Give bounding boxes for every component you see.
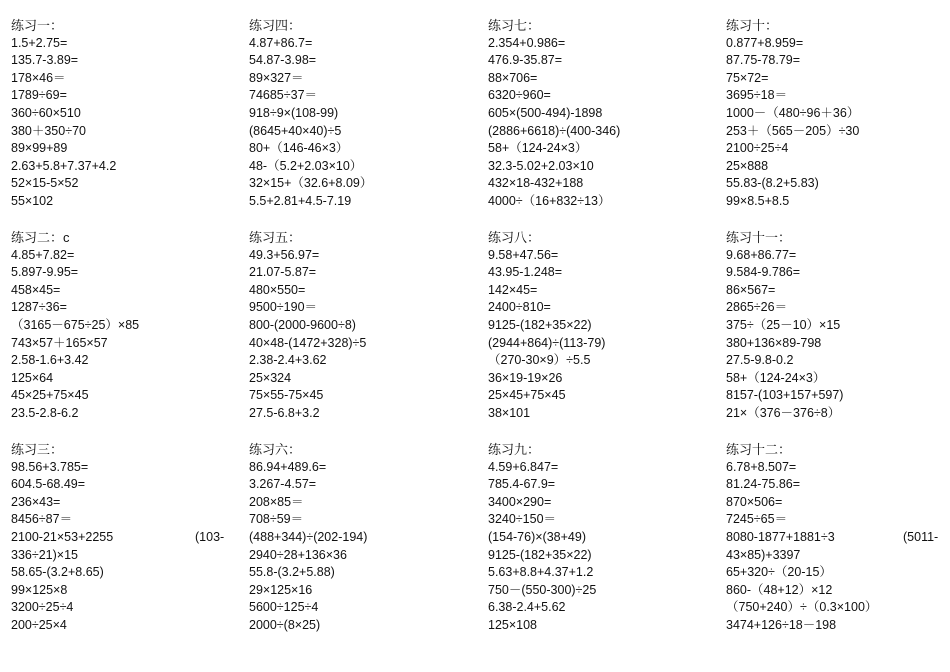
exercise-problem: 236×43= bbox=[11, 494, 61, 509]
exercise-problem: 708÷59＝ bbox=[249, 512, 304, 527]
exercise-problem: 43.95-1.248= bbox=[488, 265, 563, 280]
exercise-problem: 178×46＝ bbox=[11, 70, 66, 85]
exercise-problem: 3240÷150＝ bbox=[488, 512, 557, 527]
exercise-problem: 23.5-2.8-6.2 bbox=[11, 405, 79, 420]
exercise-set bbox=[11, 17, 116, 211]
exercise-problem: 4.87+86.7= bbox=[249, 35, 313, 50]
exercise-problem: 604.5-68.49= bbox=[11, 477, 86, 492]
exercise-problem: 336÷21)×15 bbox=[11, 547, 78, 562]
exercise-problem: 2100-21×53+2255 bbox=[11, 529, 114, 544]
exercise-set bbox=[726, 17, 859, 211]
exercise-problem: 55.83-(8.2+5.83) bbox=[726, 176, 819, 191]
exercise-problem: 27.5-9.8-0.2 bbox=[726, 353, 794, 368]
exercise-set bbox=[488, 441, 596, 635]
exercise-problem: 89×327＝ bbox=[249, 70, 304, 85]
exercise-problem: 5600÷125÷4 bbox=[249, 600, 319, 615]
exercise-problem: 8456÷87＝ bbox=[11, 512, 73, 527]
exercise-problem: (2886+6618)÷(400-346) bbox=[488, 123, 621, 138]
exercise-problem: 81.24-75.86= bbox=[726, 477, 801, 492]
exercise-problem: 380+136×89-798 bbox=[726, 335, 822, 350]
exercise-problem: 800-(2000-9600÷8) bbox=[249, 317, 356, 332]
exercise-set-title: 练习五： bbox=[249, 230, 302, 245]
exercise-problem: 125×64 bbox=[11, 370, 54, 385]
exercise-problem: 98.56+3.785= bbox=[11, 459, 89, 474]
exercise-problem: 7245÷65＝ bbox=[726, 512, 788, 527]
exercise-problem: 375÷（25－10）×15 bbox=[726, 317, 841, 332]
exercise-problem: 25×888 bbox=[726, 158, 769, 173]
exercise-problem: 27.5-6.8+3.2 bbox=[249, 405, 320, 420]
exercise-problem: 86.94+489.6= bbox=[249, 459, 327, 474]
exercise-problem: 5.5+2.81+4.5-7.19 bbox=[249, 193, 352, 208]
exercise-problem: 80+（146-46×3） bbox=[249, 141, 349, 156]
exercise-problem: 3200÷25÷4 bbox=[11, 600, 74, 615]
exercise-problem: 9.58+47.56= bbox=[488, 247, 559, 262]
exercise-problem: 6.38-2.4+5.62 bbox=[488, 600, 566, 615]
exercise-problem: 58+（124-24×3） bbox=[488, 141, 588, 156]
exercise-problem: 2.354+0.986= bbox=[488, 35, 566, 50]
exercise-set-title: 练习四： bbox=[249, 18, 302, 33]
exercise-problem: 86×567= bbox=[726, 282, 776, 297]
exercise-problem: 32×15+（32.6+8.09） bbox=[249, 176, 373, 191]
exercise-problem: (8645+40×40)÷5 bbox=[249, 123, 342, 138]
exercise-problem: 9500÷190＝ bbox=[249, 300, 318, 315]
exercise-problem: 36×19-19×26 bbox=[488, 370, 563, 385]
exercise-set-title: 练习十二： bbox=[726, 442, 792, 457]
exercise-problem: 5.897-9.95= bbox=[11, 265, 79, 280]
exercise-problem: 200÷25×4 bbox=[11, 617, 67, 632]
exercise-set bbox=[11, 229, 139, 423]
exercise-problem: 2940÷28+136×36 bbox=[249, 547, 347, 562]
exercise-problem: 99×8.5+8.5 bbox=[726, 193, 790, 208]
exercise-set-title: 练习七： bbox=[488, 18, 541, 33]
exercise-problem: 52×15-5×52 bbox=[11, 176, 79, 191]
exercise-problem: 74685÷37＝ bbox=[249, 88, 318, 103]
exercise-set bbox=[11, 441, 113, 635]
exercise-problem: 1.5+2.75= bbox=[11, 35, 68, 50]
exercise-problem: 48-（5.2+2.03×10） bbox=[249, 158, 363, 173]
exercise-problem: 432×18-432+188 bbox=[488, 176, 584, 191]
exercise-problem: （270-30×9）÷5.5 bbox=[488, 353, 591, 368]
exercise-problem: 9125-(182+35×22) bbox=[488, 317, 592, 332]
exercise-problem: 55.8-(3.2+5.88) bbox=[249, 565, 335, 580]
exercise-problem: 99×125×8 bbox=[11, 582, 68, 597]
exercise-problem: 4.85+7.82= bbox=[11, 247, 75, 262]
exercise-problem: 2865÷26＝ bbox=[726, 300, 788, 315]
exercise-problem: 2.58-1.6+3.42 bbox=[11, 353, 89, 368]
exercise-set bbox=[249, 441, 367, 635]
exercise-problem: 860-（48+12）×12 bbox=[726, 582, 833, 597]
exercise-problem: 49.3+56.97= bbox=[249, 247, 320, 262]
exercise-problem: 3.267-4.57= bbox=[249, 477, 317, 492]
exercise-set-title: 练习三： bbox=[11, 442, 64, 457]
exercise-problem: 43×85)+3397 bbox=[726, 547, 801, 562]
exercise-problem: 29×125×16 bbox=[249, 582, 313, 597]
exercise-set-title: 练习十一： bbox=[726, 230, 792, 245]
exercise-problem-wrap: (5011- bbox=[903, 530, 939, 544]
exercise-set bbox=[726, 229, 843, 423]
exercise-problem: 45×25+75×45 bbox=[11, 388, 89, 403]
exercise-problem: 25×324 bbox=[249, 370, 292, 385]
exercise-problem: 1287÷36= bbox=[11, 300, 67, 315]
exercise-set bbox=[488, 229, 605, 423]
exercise-problem: 3695÷18＝ bbox=[726, 88, 788, 103]
exercise-problem: 55×102 bbox=[11, 193, 54, 208]
exercise-problem: 1789÷69= bbox=[11, 88, 67, 103]
exercise-problem: (2944+864)÷(113-79) bbox=[488, 335, 606, 350]
exercise-set-title: 练习六： bbox=[249, 442, 302, 457]
exercise-problem: 5.63+8.8+4.37+1.2 bbox=[488, 565, 594, 580]
exercise-problem: 3474+126÷18－198 bbox=[726, 617, 837, 632]
exercise-problem: 25×45+75×45 bbox=[488, 388, 566, 403]
exercise-problem: 65+320÷（20-15） bbox=[726, 565, 832, 580]
exercise-problem: 2000÷(8×25) bbox=[249, 617, 321, 632]
exercise-problem: 458×45= bbox=[11, 282, 61, 297]
exercise-problem: 21.07-5.87= bbox=[249, 265, 317, 280]
exercise-set bbox=[249, 17, 372, 211]
exercise-set bbox=[726, 441, 877, 635]
exercise-problem: 476.9-35.87= bbox=[488, 53, 563, 68]
exercise-problem: 54.87-3.98= bbox=[249, 53, 317, 68]
exercise-problem: 918÷9×(108-99) bbox=[249, 105, 339, 120]
exercise-set-title: 练习一： bbox=[11, 18, 64, 33]
exercise-problem: 6320÷960= bbox=[488, 88, 551, 103]
exercise-problem: 360÷60×510 bbox=[11, 105, 81, 120]
exercise-problem: （750+240）÷（0.3×100） bbox=[726, 600, 878, 615]
exercise-problem: 208×85＝ bbox=[249, 494, 304, 509]
exercise-problem: 380＋350÷70 bbox=[11, 123, 86, 138]
exercise-problem: 75×72= bbox=[726, 70, 769, 85]
exercise-problem: 2100÷25÷4 bbox=[726, 141, 789, 156]
exercise-problem: 3400×290= bbox=[488, 494, 552, 509]
exercise-problem: 8080-1877+1881÷3 bbox=[726, 529, 835, 544]
exercise-problem: 58+（124-24×3） bbox=[726, 370, 826, 385]
exercise-problem: 9.584-9.786= bbox=[726, 265, 801, 280]
exercise-problem: 9.68+86.77= bbox=[726, 247, 797, 262]
exercise-problem: 75×55-75×45 bbox=[249, 388, 324, 403]
exercise-problem: 253＋（565－205）÷30 bbox=[726, 123, 860, 138]
exercise-set-title: 练习九： bbox=[488, 442, 541, 457]
exercise-problem: 6.78+8.507= bbox=[726, 459, 797, 474]
exercise-set-title: 练习十： bbox=[726, 18, 779, 33]
exercise-set bbox=[249, 229, 366, 423]
exercise-problem: 8157-(103+157+597) bbox=[726, 388, 844, 403]
exercise-problem: 743×57＋165×57 bbox=[11, 335, 108, 350]
exercise-problem: 21×（376－376÷8） bbox=[726, 405, 841, 420]
exercise-problem: 38×101 bbox=[488, 405, 531, 420]
exercise-problem-wrap: (103- bbox=[195, 530, 225, 544]
exercise-problem: 605×(500-494)-1898 bbox=[488, 105, 603, 120]
exercise-problem: 87.75-78.79= bbox=[726, 53, 801, 68]
exercise-set-title: 练习二：c bbox=[11, 230, 70, 245]
exercise-problem: 2.63+5.8+7.37+4.2 bbox=[11, 158, 117, 173]
exercise-problem: 135.7-3.89= bbox=[11, 53, 79, 68]
exercise-problem: 870×506= bbox=[726, 494, 783, 509]
exercise-set bbox=[488, 17, 620, 211]
exercise-problem: 32.3-5.02+2.03×10 bbox=[488, 158, 594, 173]
exercise-problem: 89×99+89 bbox=[11, 141, 68, 156]
exercise-problem: 480×550= bbox=[249, 282, 306, 297]
exercise-problem: （3165－675÷25）×85 bbox=[11, 317, 140, 332]
exercise-problem: (154-76)×(38+49) bbox=[488, 529, 586, 544]
exercise-problem: 142×45= bbox=[488, 282, 538, 297]
exercise-problem: 785.4-67.9= bbox=[488, 477, 556, 492]
exercise-set-title: 练习八： bbox=[488, 230, 541, 245]
exercise-problem: 40×48-(1472+328)÷5 bbox=[249, 335, 367, 350]
exercise-problem: (488+344)÷(202-194) bbox=[249, 529, 368, 544]
exercise-problem: 1000－（480÷96＋36） bbox=[726, 105, 860, 120]
exercise-problem: 750－(550-300)÷25 bbox=[488, 582, 597, 597]
exercise-problem: 58.65-(3.2+8.65) bbox=[11, 565, 104, 580]
exercise-problem: 0.877+8.959= bbox=[726, 35, 804, 50]
exercise-problem: 88×706= bbox=[488, 70, 538, 85]
exercise-problem: 125×108 bbox=[488, 617, 538, 632]
exercise-problem: 4000÷（16+832÷13） bbox=[488, 193, 611, 208]
exercise-problem: 2400÷810= bbox=[488, 300, 551, 315]
exercise-problem: 2.38-2.4+3.62 bbox=[249, 353, 327, 368]
exercise-problem: 4.59+6.847= bbox=[488, 459, 559, 474]
exercise-problem: 9125-(182+35×22) bbox=[488, 547, 592, 562]
